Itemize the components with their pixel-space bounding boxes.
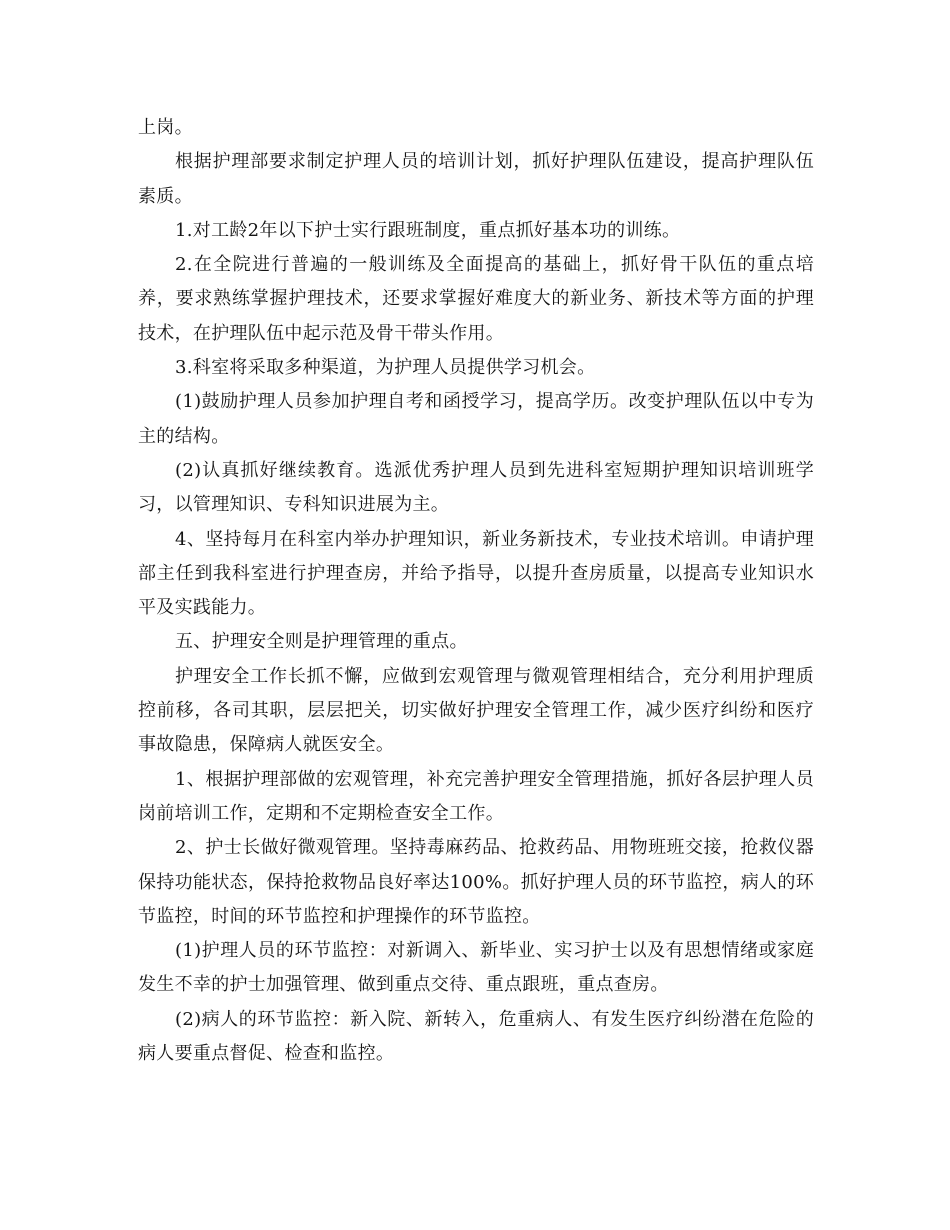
document-page	[138, 111, 814, 1071]
paragraph-3: 1.对工龄2年以下护士实行跟班制度，重点抓好基本功的训练。	[175, 219, 681, 241]
paragraph-1: 上岗。	[138, 117, 193, 138]
paragraph-2: 根据护理部要求制定护理人员的培训计划，抓好护理队伍建设，提高护理队伍素质。	[138, 151, 814, 207]
paragraph-5: 3.科室将采取多种渠道，为护理人员提供学习机会。	[175, 357, 596, 379]
paragraph-6: (1)鼓励护理人员参加护理自考和函授学习，提高学历。改变护理队伍以中专为主的结构。	[138, 391, 814, 447]
paragraph-14: (2)病人的环节监控：新入院、新转入，危重病人、有发生医疗纠纷潜在危险的病人要重点督促、检查和监控。	[138, 1008, 814, 1065]
paragraph-12: 2、护士长做好微观管理。坚持毒麻药品、抢救药品、用物班班交接，抢救仪器保持功能状态，保持抢救物品良好率达100%。抓好护理人员的环节监控，病人的环节监控，时间的环节监控和护理操作的环节监控。	[138, 837, 814, 927]
paragraph-8: 4、坚持每月在科室内举办护理知识，新业务新技术，专业技术培训。申请护理部主任到我科室进行护理查房，并给予指导，以提升查房质量，以提高专业知识水平及实践能力。	[138, 528, 814, 619]
section-heading-5: 五、护理安全则是护理管理的重点。	[175, 631, 468, 653]
paragraph-7: (2)认真抓好继续教育。选派优秀护理人员到先进科室短期护理知识培训班学习，以管理知识、专科知识进展为主。	[138, 459, 814, 516]
paragraph-10: 护理安全工作长抓不懈，应做到宏观管理与微观管理相结合，充分利用护理质控前移，各司其职，层层把关，切实做好护理安全管理工作，减少医疗纠纷和医疗事故隐患，保障病人就医安全。	[138, 665, 814, 756]
paragraph-4: 2.在全院进行普遍的一般训练及全面提高的基础上，抓好骨干队伍的重点培养，要求熟练掌握护理技术，还要求掌握好难度大的新业务、新技术等方面的护理技术，在护理队伍中起示范及骨干带头作用。	[138, 254, 814, 344]
paragraph-13: (1)护理人员的环节监控：对新调入、新毕业、实习护士以及有思想情绪或家庭发生不幸的护士加强管理、做到重点交待、重点跟班，重点查房。	[138, 940, 814, 996]
paragraph-11: 1、根据护理部做的宏观管理，补充完善护理安全管理措施，抓好各层护理人员岗前培训工作，定期和不定期检查安全工作。	[138, 768, 814, 824]
